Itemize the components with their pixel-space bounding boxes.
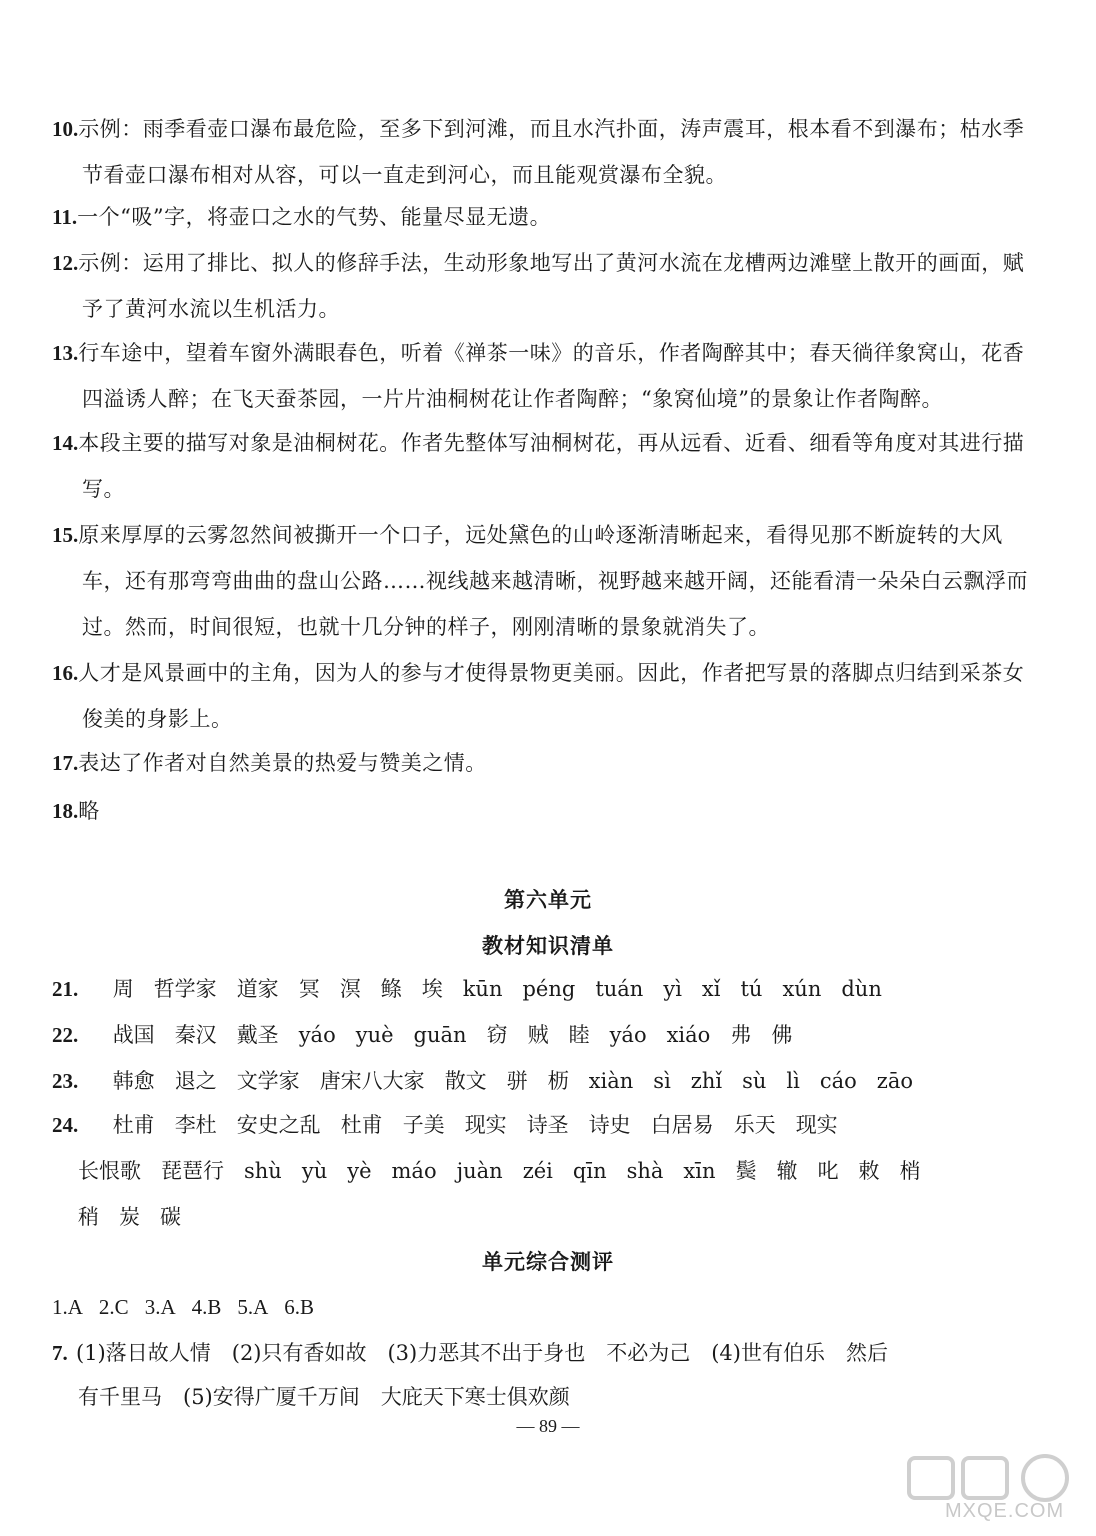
knowledge-token: 周 <box>112 977 134 1001</box>
knowledge-token: yè <box>347 1159 372 1183</box>
knowledge-token: 道家 <box>236 977 279 1001</box>
mc-answer: 2.C <box>98 1295 129 1319</box>
knowledge-row-24-continued <box>78 1148 941 1194</box>
answer-number: 12. <box>52 251 79 275</box>
row-number: 24. <box>52 1113 79 1137</box>
knowledge-row-23 <box>52 1058 1012 1104</box>
knowledge-token: xīn <box>683 1159 716 1183</box>
answer-text: 表达了作者对自然美景的热爱与赞美之情。 <box>78 751 487 775</box>
mc-answer: 6.B <box>284 1295 315 1319</box>
answer-14 <box>52 420 1032 512</box>
answer-11 <box>52 194 1032 240</box>
answer-17 <box>52 740 1032 786</box>
knowledge-token: 冥 <box>298 977 320 1001</box>
knowledge-token: zhǐ <box>690 1069 723 1093</box>
knowledge-token: 窃 <box>486 1023 508 1047</box>
knowledge-token: zāo <box>876 1069 914 1093</box>
unit-title: 第六单元 <box>504 887 592 912</box>
answer-number: 11. <box>52 205 78 229</box>
answer-number: 10. <box>52 117 79 141</box>
knowledge-token: 枥 <box>547 1069 569 1093</box>
knowledge-token: cáo <box>819 1069 857 1093</box>
knowledge-token: máo <box>391 1159 437 1183</box>
knowledge-token: 现实 <box>795 1113 838 1137</box>
answer-15 <box>52 512 1032 650</box>
answer-text: 人才是风景画中的主角，因为人的参与才使得景物更美丽。因此，作者把写景的落脚点归结到采茶女俊美的身影上。 <box>78 661 1025 731</box>
knowledge-token: 哲学家 <box>153 977 217 1001</box>
knowledge-token: 鬓 <box>735 1159 757 1183</box>
mc-answers-row <box>52 1284 1012 1330</box>
knowledge-token: 杜甫 <box>112 1113 155 1137</box>
knowledge-token: sì <box>653 1069 671 1093</box>
answer-text: 一个“吸”字，将壶口之水的气势、能量尽显无遗。 <box>77 205 552 229</box>
token-list <box>113 1113 858 1137</box>
answer-number: 13. <box>52 341 79 365</box>
knowledge-token: 安史之乱 <box>236 1113 321 1137</box>
answer-number: 17. <box>52 751 79 775</box>
answer-13 <box>52 330 1032 422</box>
knowledge-token: 韩愈 <box>112 1069 155 1093</box>
answer-number: 14. <box>52 431 79 455</box>
knowledge-token: 退之 <box>174 1069 217 1093</box>
answer-10 <box>52 106 1032 198</box>
knowledge-token: 现实 <box>464 1113 507 1137</box>
knowledge-token: 稍 <box>78 1205 99 1229</box>
answer-7-continued <box>78 1374 570 1420</box>
answer-number: 16. <box>52 661 79 685</box>
answer-text: 示例：运用了排比、拟人的修辞手法，生动形象地写出了黄河水流在龙槽两边滩壁上散开的画面，赋予了黄河水流以生机活力。 <box>78 251 1025 321</box>
token-list <box>78 1205 201 1229</box>
knowledge-token: yù <box>301 1159 328 1183</box>
knowledge-token: 诗史 <box>588 1113 631 1137</box>
knowledge-row-21 <box>52 966 1012 1012</box>
section-title-test: 单元综合测评 <box>482 1249 614 1274</box>
row-number: 23. <box>52 1069 79 1093</box>
knowledge-token: 佛 <box>771 1023 793 1047</box>
knowledge-token: yuè <box>355 1023 394 1047</box>
knowledge-token: 骈 <box>506 1069 528 1093</box>
answer-text: 本段主要的描写对象是油桐树花。作者先整体写油桐树花，再从远看、近看、细看等角度对其进行描写。 <box>78 431 1025 501</box>
knowledge-token: 乐天 <box>733 1113 776 1137</box>
knowledge-token: sù <box>742 1069 767 1093</box>
knowledge-token: tuán <box>595 977 644 1001</box>
section-title-knowledge: 教材知识清单 <box>482 933 614 958</box>
answer-7 <box>52 1330 1012 1376</box>
knowledge-token: juàn <box>456 1159 503 1183</box>
row-number: 7. <box>52 1341 68 1365</box>
answer-text: 示例：雨季看壶口瀑布最危险，至多下到河滩，而且水汽扑面，涛声震耳，根本看不到瀑布；枯水季节看壶口瀑布相对从容，可以一直走到河心，而且能观赏瀑布全貌。 <box>78 117 1025 187</box>
row-number: 21. <box>52 977 79 1001</box>
answer-16 <box>52 650 1032 742</box>
knowledge-token: 戴圣 <box>236 1023 279 1047</box>
knowledge-token: 埃 <box>421 977 443 1001</box>
knowledge-token: yáo <box>298 1023 336 1047</box>
knowledge-token: 子美 <box>402 1113 445 1137</box>
answer-18 <box>52 788 1032 834</box>
knowledge-token: 鲦 <box>380 977 402 1001</box>
knowledge-token: zéi <box>522 1159 553 1183</box>
knowledge-token: 辙 <box>776 1159 798 1183</box>
knowledge-token: 睦 <box>568 1023 590 1047</box>
knowledge-token: 炭 <box>119 1205 140 1229</box>
knowledge-token: 溟 <box>339 977 361 1001</box>
knowledge-token: xún <box>782 977 822 1001</box>
answer-7-line-2: 有千里马 (5)安得广厦千万间 大庇天下寒士俱欢颜 <box>78 1385 570 1409</box>
token-list <box>78 1159 941 1183</box>
knowledge-token: 唐宋八大家 <box>319 1069 425 1093</box>
answer-text: 略 <box>78 799 100 823</box>
knowledge-token: 白居易 <box>650 1113 714 1137</box>
knowledge-row-24 <box>52 1102 1012 1148</box>
answer-12 <box>52 240 1032 332</box>
knowledge-token: 杜甫 <box>340 1113 383 1137</box>
answer-number: 18. <box>52 799 79 823</box>
knowledge-token: xiáo <box>666 1023 711 1047</box>
knowledge-token: qīn <box>572 1159 607 1183</box>
answer-number: 15. <box>52 523 79 547</box>
knowledge-token: guān <box>413 1023 467 1047</box>
token-list <box>113 1023 813 1047</box>
knowledge-token: 弗 <box>730 1023 752 1047</box>
knowledge-token: 秦汉 <box>174 1023 217 1047</box>
knowledge-row-24-continued-2 <box>78 1194 201 1240</box>
answer-7-line-1: (1)落日故人情 (2)只有香如故 (3)力恶其不出于身也 不必为己 (4)世有伯乐 然后 <box>76 1341 888 1365</box>
knowledge-token: péng <box>522 977 576 1001</box>
knowledge-token: kūn <box>462 977 503 1001</box>
mc-answer-list <box>52 1295 330 1319</box>
watermark-text: MXQE.COM <box>945 1500 1065 1522</box>
knowledge-token: xiàn <box>588 1069 634 1093</box>
knowledge-token: 梢 <box>899 1159 921 1183</box>
token-list <box>113 1069 933 1093</box>
row-number: 22. <box>52 1023 79 1047</box>
knowledge-token: 战国 <box>112 1023 155 1047</box>
knowledge-token: 叱 <box>817 1159 839 1183</box>
knowledge-token: 李杜 <box>174 1113 217 1137</box>
knowledge-token: 文学家 <box>236 1069 300 1093</box>
knowledge-token: yì <box>663 977 682 1001</box>
mc-answer: 1.A <box>52 1295 83 1319</box>
knowledge-token: 散文 <box>444 1069 487 1093</box>
knowledge-token: shù <box>244 1159 282 1183</box>
knowledge-row-22 <box>52 1012 1012 1058</box>
knowledge-token: 诗圣 <box>526 1113 569 1137</box>
token-list <box>113 977 902 1001</box>
answer-text: 原来厚厚的云雾忽然间被撕开一个口子，远处黛色的山岭逐渐清晰起来，看得见那不断旋转的大风车，还有那弯弯曲曲的盘山公路……视线越来越清晰，视野越来越开阔，还能看清一朵朵白云飘浮而过。然而，时间很短，也就十几分钟的样子，刚刚清晰的景象就消失了。 <box>78 523 1028 639</box>
knowledge-token: tú <box>740 977 763 1001</box>
knowledge-token: lì <box>786 1069 800 1093</box>
knowledge-token: shà <box>626 1159 664 1183</box>
knowledge-token: 贼 <box>527 1023 549 1047</box>
knowledge-token: yáo <box>609 1023 647 1047</box>
knowledge-token: 敕 <box>858 1159 880 1183</box>
mc-answer: 4.B <box>191 1295 222 1319</box>
page-number: — 89 — <box>516 1416 580 1436</box>
knowledge-token: xǐ <box>701 977 721 1001</box>
knowledge-token: 碳 <box>160 1205 181 1229</box>
knowledge-token: 长恨歌 <box>78 1159 141 1183</box>
mc-answer: 3.A <box>144 1295 176 1319</box>
knowledge-token: dùn <box>841 977 882 1001</box>
knowledge-token: 琵琶行 <box>161 1159 224 1183</box>
mc-answer: 5.A <box>237 1295 269 1319</box>
answer-text: 行车途中，望着车窗外满眼春色，听着《禅茶一味》的音乐，作者陶醉其中；春天徜徉象窝山，花香四溢诱人醉；在飞天蚕茶园，一片片油桐树花让作者陶醉；“象窝仙境”的景象让作者陶醉。 <box>78 341 1025 411</box>
